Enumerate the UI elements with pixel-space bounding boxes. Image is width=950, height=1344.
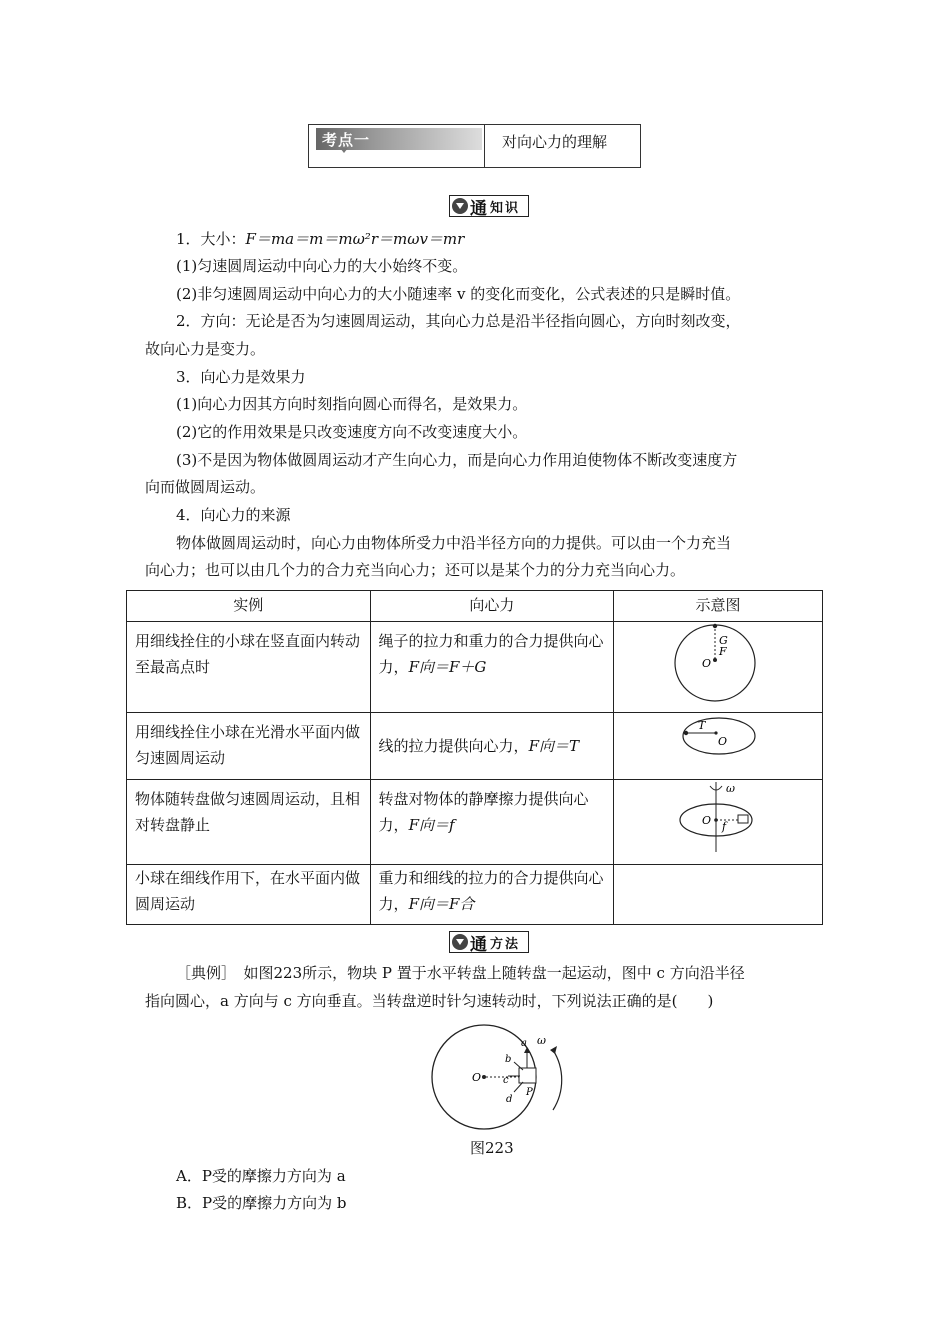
label-g: G <box>719 634 728 647</box>
example-line-1: ［典例］ 如图223所示，物块 P 置于水平转盘上随转盘一起运动，图中 c 方向沿半径 <box>176 964 745 982</box>
label-c: c <box>503 1075 509 1086</box>
topic-badge-label: 考点一 <box>322 131 371 149</box>
chevron-down-icon <box>452 198 468 214</box>
paragraph: 向而做圆周运动。 <box>145 478 266 496</box>
topic-title: 对向心力的理解 <box>502 133 608 151</box>
horizontal-circle-diagram <box>614 713 806 771</box>
figure-caption: 图223 <box>470 1139 514 1157</box>
label-o: O <box>702 657 712 670</box>
label-f: f <box>722 820 727 833</box>
table-header: 实例 <box>127 591 371 622</box>
paragraph: 3．向心力是效果力 <box>176 368 306 386</box>
section-heading-small: 方法 <box>490 936 521 952</box>
option-a: A．P受的摩擦力方向为 a <box>176 1167 346 1185</box>
table-header-row <box>127 591 823 622</box>
paragraph: 4．向心力的来源 <box>176 506 291 524</box>
label-f: F <box>719 645 727 658</box>
label-omega: ω <box>726 782 736 795</box>
turntable-figure <box>420 1022 570 1134</box>
paragraph: (1)向心力因其方向时刻指向圆心而得名，是效果力。 <box>176 395 528 413</box>
section-heading-big: 通 <box>470 198 487 219</box>
paragraph: (3)不是因为物体做圆周运动才产生向心力，而是向心力作用迫使物体不断改变速度方 <box>176 451 738 469</box>
table-cell-example: 小球在细线作用下，在水平面内做圆周运动 <box>127 865 371 925</box>
section-heading-big: 通 <box>470 934 487 955</box>
table-row <box>127 622 823 713</box>
table-cell-force <box>370 622 614 713</box>
label-omega: ω <box>537 1034 546 1047</box>
label-b: b <box>505 1054 512 1065</box>
section-heading-knowledge <box>449 195 529 217</box>
force-text: 转盘对物体的静摩擦力提供向心力， <box>378 790 589 834</box>
table-header: 示意图 <box>614 591 823 622</box>
force-text: 线的拉力提供向心力， <box>378 737 529 755</box>
table-cell-example: 物体随转盘做匀速圆周运动，且相对转盘静止 <box>127 780 371 865</box>
paragraph: 物体做圆周运动时，向心力由物体所受力中沿半径方向的力提供。可以由一个力充当 <box>176 534 732 552</box>
label-t: T <box>698 719 706 732</box>
force-formula: F向＝F＋G <box>408 658 487 676</box>
paragraph: (2)非匀速圆周运动中向心力的大小随速率 v 的变化而变化，公式表述的只是瞬时值。 <box>176 285 741 303</box>
knowledge-item-1-label: 1．大小： <box>176 230 246 248</box>
table-cell-example: 用细线拴住的小球在竖直面内转动至最高点时 <box>127 622 371 713</box>
table-row <box>127 865 823 925</box>
diagram-cell <box>614 622 823 713</box>
force-source-table <box>126 590 823 925</box>
label-d: d <box>506 1094 513 1105</box>
badge-tick-icon <box>340 148 348 153</box>
force-formula: F向＝T <box>528 737 579 755</box>
paragraph: (2)它的作用效果是只改变速度方向不改变速度大小。 <box>176 423 528 441</box>
diagram-cell <box>614 713 823 780</box>
chevron-down-icon <box>452 934 468 950</box>
paragraph: (1)匀速圆周运动中向心力的大小始终不变。 <box>176 257 468 275</box>
paragraph: 故向心力是变力。 <box>145 340 266 358</box>
diagram-cell <box>614 780 823 865</box>
header-divider <box>484 124 485 168</box>
turntable-diagram <box>614 780 806 856</box>
table-row <box>127 713 823 780</box>
table-row <box>127 780 823 865</box>
table-cell-force <box>370 780 614 865</box>
example-line-2: 指向圆心，a 方向与 c 方向垂直。当转盘逆时针匀速转动时，下列说法正确的是( ) <box>145 992 714 1010</box>
table-cell-force <box>370 865 614 925</box>
table-header: 向心力 <box>370 591 614 622</box>
formula: F＝ma＝m＝mω²r＝mωv＝mr <box>245 230 465 248</box>
paragraph: 2．方向：无论是否为匀速圆周运动，其向心力总是沿半径指向圆心，方向时刻改变， <box>176 312 741 330</box>
section-heading-small: 知识 <box>490 200 521 216</box>
diagram-cell-empty <box>614 865 823 925</box>
paragraph: 向心力；也可以由几个力的合力充当向心力；还可以是某个力的分力充当向心力。 <box>145 561 686 579</box>
label-o: O <box>702 814 712 827</box>
section-heading-method <box>449 931 529 953</box>
label-p: P <box>526 1087 533 1098</box>
knowledge-item-1 <box>176 229 464 249</box>
force-formula: F向＝f <box>408 816 455 834</box>
label-o: O <box>472 1071 482 1084</box>
vertical-circle-diagram <box>614 622 806 704</box>
label-o: O <box>718 735 728 748</box>
table-cell-example: 用细线拴住小球在光滑水平面内做匀速圆周运动 <box>127 713 371 780</box>
force-text: 重力和细线的拉力的合力提供向心力， <box>378 869 604 913</box>
force-formula: F向＝F合 <box>408 895 475 913</box>
table-cell-force <box>370 713 614 780</box>
option-b: B．P受的摩擦力方向为 b <box>176 1194 347 1212</box>
force-text: 绳子的拉力和重力的合力提供向心力， <box>378 632 604 676</box>
label-a: a <box>521 1038 527 1049</box>
